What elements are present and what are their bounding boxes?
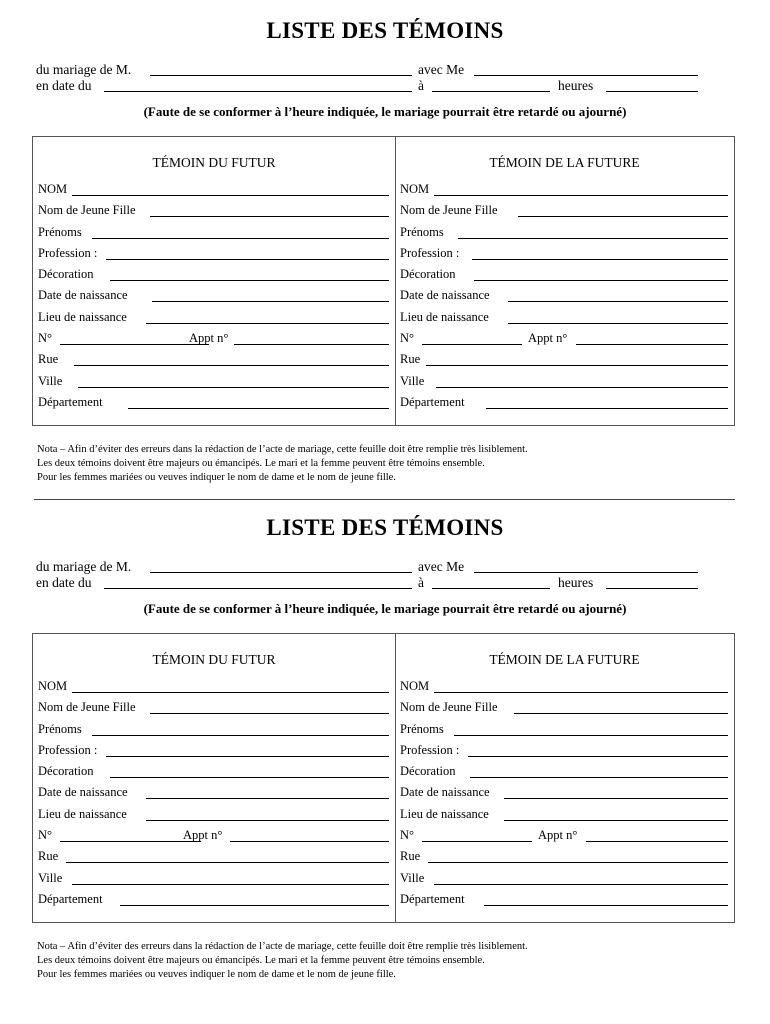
form-title: LISTE DES TÉMOINS [266,515,504,540]
avec-label: avec Me [418,559,465,574]
nota-line: Les deux témoins doivent être majeurs ou émancipés. Le mari et la femme peuvent être témoins ensemble. [37,458,485,469]
nom-jeune-fille-field[interactable] [400,203,728,224]
lieu-naissance-field[interactable] [38,807,389,828]
form-sheet-1 [0,0,770,500]
profession-field[interactable] [38,246,389,267]
profession-field[interactable] [38,743,389,764]
profession-label: Profession : [38,743,100,758]
date-field[interactable] [104,588,412,589]
mariage-label: du mariage de M. [36,559,132,574]
nom-label: NOM [400,679,432,694]
decoration-field[interactable] [400,267,728,288]
prenoms-field[interactable] [400,722,728,743]
date-naissance-label: Date de naissance [38,288,131,303]
date-line [36,78,736,96]
nom-jeune-fille-label: Nom de Jeune Fille [38,700,139,715]
future-witness-column [395,634,734,922]
date-naissance-label: Date de naissance [400,288,493,303]
numero-label: N° [38,331,55,346]
ville-label: Ville [400,374,427,389]
nota-line: Les deux témoins doivent être majeurs ou émancipés. Le mari et la femme peuvent être témoins ensemble. [37,955,485,966]
prenoms-field[interactable] [38,225,389,246]
prenoms-label: Prénoms [38,722,85,737]
nota-line: Nota – Afin d’éviter des erreurs dans la rédaction de l’acte de mariage, cette feuille doit être remplie très lisiblement. [37,941,528,952]
ville-label: Ville [38,871,65,886]
hour-field[interactable] [606,588,698,589]
futur-witness-column [33,634,396,922]
nom-field[interactable] [38,182,389,203]
appt-label: Appt n° [538,828,578,843]
date-label: en date du [36,575,92,590]
date-naissance-field[interactable] [400,288,728,309]
rue-label: Rue [38,352,61,367]
rue-label: Rue [38,849,61,864]
nom-label: NOM [38,679,70,694]
ville-label: Ville [400,871,427,886]
ville-field[interactable] [38,871,389,892]
mariage-label: du mariage de M. [36,62,132,77]
rue-field[interactable] [38,352,389,373]
departement-label: Département [38,395,106,410]
nom-label: NOM [400,182,432,197]
prenoms-field[interactable] [38,722,389,743]
husband-name-field[interactable] [150,572,412,573]
ville-field[interactable] [400,871,728,892]
rue-field[interactable] [38,849,389,870]
form-title: LISTE DES TÉMOINS [266,18,504,43]
place-field[interactable] [432,588,550,589]
departement-field[interactable] [38,892,389,913]
nom-field[interactable] [38,679,389,700]
appt-label: Appt n° [528,331,568,346]
prenoms-field[interactable] [400,225,728,246]
profession-field[interactable] [400,743,728,764]
nota-text [37,443,737,485]
departement-label: Département [38,892,106,907]
husband-name-field[interactable] [150,75,412,76]
nom-jeune-fille-field[interactable] [38,203,389,224]
a-label: à [418,78,424,93]
witness-table [32,136,735,426]
futur-heading: TÉMOIN DU FUTUR [152,652,276,667]
rue-field[interactable] [400,849,728,870]
profession-field[interactable] [400,246,728,267]
form-sheet-2 [0,497,770,997]
wife-name-field[interactable] [474,75,698,76]
nom-label: NOM [38,182,70,197]
numero-appt-field[interactable] [38,828,389,849]
profession-label: Profession : [38,246,100,261]
profession-label: Profession : [400,743,462,758]
nom-field[interactable] [400,679,728,700]
prenoms-label: Prénoms [400,225,447,240]
future-heading: TÉMOIN DE LA FUTURE [489,155,640,170]
future-heading: TÉMOIN DE LA FUTURE [489,652,640,667]
a-label: à [418,575,424,590]
appt-label: Appt n° [189,331,229,346]
nota-line: Pour les femmes mariées ou veuves indiquer le nom de dame et le nom de jeune fille. [37,969,396,980]
date-naissance-field[interactable] [38,288,389,309]
heures-label: heures [558,575,594,590]
numero-label: N° [400,331,417,346]
numero-label: N° [400,828,417,843]
lieu-naissance-label: Lieu de naissance [400,807,492,822]
ville-field[interactable] [38,374,389,395]
decoration-label: Décoration [38,267,97,282]
decoration-field[interactable] [400,764,728,785]
departement-field[interactable] [38,395,389,416]
date-naissance-field[interactable] [38,785,389,806]
date-line [36,575,736,593]
nom-jeune-fille-label: Nom de Jeune Fille [38,203,139,218]
ville-field[interactable] [400,374,728,395]
date-naissance-label: Date de naissance [38,785,131,800]
lieu-naissance-field[interactable] [400,310,728,331]
nota-line: Pour les femmes mariées ou veuves indiquer le nom de dame et le nom de jeune fille. [37,472,396,483]
rue-field[interactable] [400,352,728,373]
futur-witness-column [33,137,396,425]
futur-heading: TÉMOIN DU FUTUR [152,155,276,170]
heures-label: heures [558,78,594,93]
lieu-naissance-label: Lieu de naissance [38,807,130,822]
witness-table [32,633,735,923]
date-naissance-field[interactable] [400,785,728,806]
lieu-naissance-label: Lieu de naissance [400,310,492,325]
lieu-naissance-field[interactable] [38,310,389,331]
date-field[interactable] [104,91,412,92]
nota-text [37,940,737,982]
lieu-naissance-label: Lieu de naissance [38,310,130,325]
hour-field[interactable] [606,91,698,92]
prenoms-label: Prénoms [38,225,85,240]
nom-jeune-fille-field[interactable] [400,700,728,721]
notice-text: (Faute de se conformer à l’heure indiquée, le mariage pourrait être retardé ou ajourné) [143,104,627,119]
nom-jeune-fille-field[interactable] [38,700,389,721]
rue-label: Rue [400,352,423,367]
decoration-field[interactable] [38,267,389,288]
notice-text: (Faute de se conformer à l’heure indiquée, le mariage pourrait être retardé ou ajourné) [143,601,627,616]
departement-label: Département [400,395,468,410]
departement-label: Département [400,892,468,907]
rue-label: Rue [400,849,423,864]
departement-field[interactable] [400,892,728,913]
nom-field[interactable] [400,182,728,203]
numero-appt-field[interactable] [38,331,389,352]
nota-line: Nota – Afin d’éviter des erreurs dans la rédaction de l’acte de mariage, cette feuille doit être remplie très lisiblement. [37,444,528,455]
decoration-label: Décoration [38,764,97,779]
departement-field[interactable] [400,395,728,416]
numero-appt-field[interactable] [400,331,728,352]
date-label: en date du [36,78,92,93]
numero-label: N° [38,828,55,843]
date-naissance-label: Date de naissance [400,785,493,800]
lieu-naissance-field[interactable] [400,807,728,828]
ville-label: Ville [38,374,65,389]
numero-appt-field[interactable] [400,828,728,849]
decoration-label: Décoration [400,764,459,779]
prenoms-label: Prénoms [400,722,447,737]
appt-label: Appt n° [183,828,223,843]
decoration-label: Décoration [400,267,459,282]
place-field[interactable] [432,91,550,92]
future-witness-column [395,137,734,425]
nom-jeune-fille-label: Nom de Jeune Fille [400,203,501,218]
nom-jeune-fille-label: Nom de Jeune Fille [400,700,501,715]
wife-name-field[interactable] [474,572,698,573]
decoration-field[interactable] [38,764,389,785]
profession-label: Profession : [400,246,462,261]
avec-label: avec Me [418,62,465,77]
